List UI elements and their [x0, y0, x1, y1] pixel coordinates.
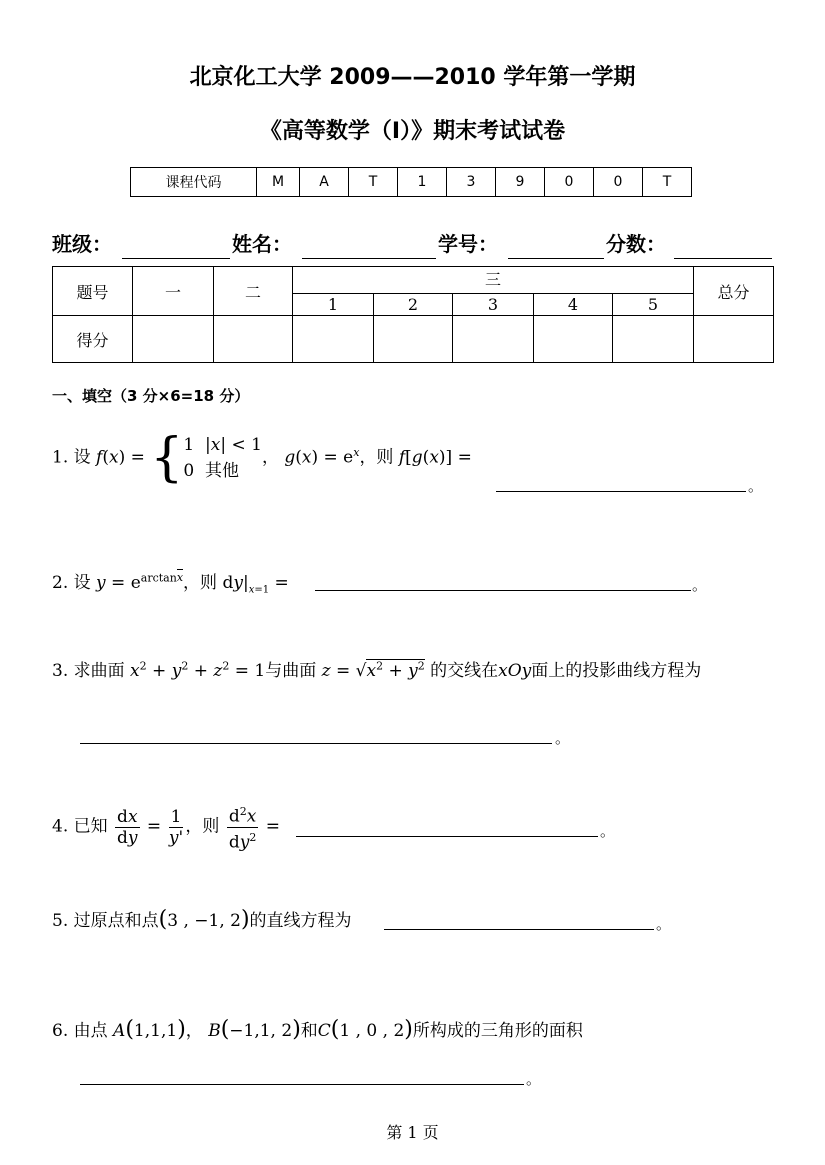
score-cell[interactable] [453, 316, 534, 363]
question-5: 5. 过原点和点(3 , −1, 2)的直线方程为 [52, 907, 352, 932]
question-4: 4. 已知 $\frac{dx}{dy}$ = $\frac{1}{y'}$ ，则 $\frac{d^2x}{dy^2}$ = [52, 802, 280, 852]
answer-blank-4[interactable] [296, 836, 598, 837]
score-cell[interactable] [133, 316, 214, 363]
course-code-char: M [257, 168, 300, 197]
score-cell[interactable] [534, 316, 613, 363]
total-score-header: 总分 [694, 267, 774, 316]
answer-blank-6[interactable] [80, 1084, 524, 1085]
name-label: 姓名： [232, 232, 292, 256]
score-cell[interactable] [214, 316, 293, 363]
student-id-label: 学号： [438, 232, 498, 256]
section-three-sub-4: 4 [534, 294, 613, 316]
course-code-label: 课程代码 [131, 168, 257, 197]
score-cell[interactable] [694, 316, 774, 363]
course-code-char: 1 [398, 168, 447, 197]
section-three-sub-2: 2 [374, 294, 453, 316]
score-row-label: 得分 [53, 316, 133, 363]
course-code-char: 3 [447, 168, 496, 197]
class-field[interactable] [122, 258, 230, 259]
score-cell[interactable] [613, 316, 694, 363]
course-code-table [130, 167, 692, 197]
exam-header-title: 北京化工大学 2009——2010 学年第一学期 [189, 65, 636, 90]
section-three-header: 三 [293, 267, 694, 294]
exam-subtitle: 《高等数学（I）》期末考试试卷 [259, 119, 566, 144]
score-cell[interactable] [374, 316, 453, 363]
student-id-field[interactable] [508, 258, 604, 259]
section-three-sub-3: 3 [453, 294, 534, 316]
question-1: 1. 设 f(x) = { 1 |x| < 1 0 其他 ， $g(x) = e^x$，则 f[g(x)] = [52, 428, 472, 488]
course-code-char: 0 [594, 168, 643, 197]
answer-blank-2[interactable] [315, 590, 691, 591]
score-table [52, 266, 774, 363]
course-code-char: T [643, 168, 692, 197]
score-field[interactable] [674, 258, 772, 259]
section-three-sub-5: 5 [613, 294, 694, 316]
question-3: 3. 求曲面 $x^2 + y^2 + z^2 = 1$与曲面 $z = √x^2 + y^2$ 的交线在xOy面上的投影曲线方程为 [52, 659, 702, 681]
score-cell[interactable] [293, 316, 374, 363]
section-one-header: 一 [133, 267, 214, 316]
class-label: 班级： [52, 232, 112, 256]
section-one-title: 一、填空（3 分×6=18 分） [52, 387, 250, 405]
course-code-char: T [349, 168, 398, 197]
section-three-sub-1: 1 [293, 294, 374, 316]
course-code-char: A [300, 168, 349, 197]
course-code-char: 9 [496, 168, 545, 197]
name-field[interactable] [302, 258, 436, 259]
answer-blank-3[interactable] [80, 743, 552, 744]
course-code-char: 0 [545, 168, 594, 197]
page-number: 第 1 页 [386, 1123, 439, 1142]
student-info-row [52, 228, 772, 262]
score-label: 分数： [606, 232, 666, 256]
section-two-header: 二 [214, 267, 293, 316]
answer-blank-1[interactable] [496, 491, 746, 492]
answer-blank-5[interactable] [384, 929, 654, 930]
question-6: 6. 由点 A(1,1,1)， B(−1,1, 2)和C(1 , 0 , 2)所构成的三角形的面积 [52, 1017, 583, 1042]
question-2: 2. 设 $y = e^{arctanx}$，则 $dy|_{x=1}$ = [52, 571, 289, 596]
question-number-header: 题号 [53, 267, 133, 316]
